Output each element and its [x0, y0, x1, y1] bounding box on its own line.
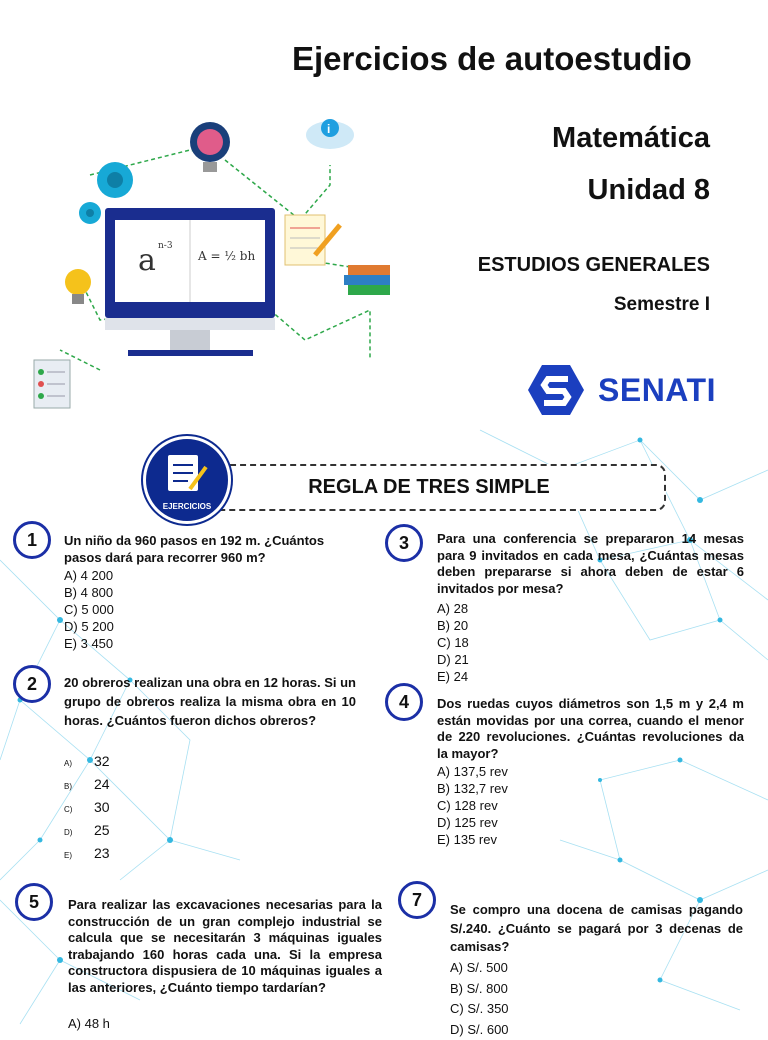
cloud-info-icon: [306, 119, 354, 149]
lamp-icon: [65, 269, 91, 304]
option: C) 5 000: [64, 601, 114, 618]
idea-bulb-icon: [190, 122, 230, 172]
option: E) 3 450: [64, 635, 114, 652]
option: A) 48 h: [68, 1015, 110, 1032]
section-title: REGLA DE TRES SIMPLE: [226, 476, 632, 499]
question-text: Un niño da 960 pasos en 192 m. ¿Cuántos pasos dará para recorrer 960 m?: [64, 533, 358, 566]
option: E) 23: [64, 843, 110, 866]
option: E) 135 rev: [437, 831, 508, 848]
studies-heading: ESTUDIOS GENERALES: [478, 254, 710, 277]
option: B) 132,7 rev: [437, 780, 508, 797]
question-number-badge: 2: [13, 665, 51, 703]
senati-logo: [528, 362, 728, 418]
question-number-badge: 7: [398, 881, 436, 919]
option: A) 137,5 rev: [437, 763, 508, 780]
option: B) 4 800: [64, 584, 114, 601]
svg-text:n-3: n-3: [158, 241, 173, 251]
question-options: [68, 1015, 110, 1032]
monitor-icon: [105, 208, 275, 356]
svg-text:A = ½ bh: A = ½ bh: [197, 249, 255, 263]
subject-heading: Matemática: [552, 122, 710, 155]
senati-emblem-icon: [528, 365, 584, 415]
option: B) S/. 800: [450, 979, 509, 1000]
logo-text: SENATI: [598, 372, 716, 409]
badge-label: EJERCICIOS: [143, 502, 231, 511]
question-text: Para una conferencia se prepararon 14 mesas para 9 invitados en cada mesa, ¿Cuántas mesas deben prepararse si ahora deben de estar 6 invitados por mesa?: [437, 531, 744, 597]
question-options: [64, 751, 110, 866]
question-number-badge: 3: [385, 524, 423, 562]
question-options: [437, 600, 469, 685]
question-text: 20 obreros realizan una obra en 12 horas. Si un grupo de obreros realiza la misma obra en 10 horas. ¿Cuántos fueron dichos obreros?: [64, 673, 356, 730]
option: D) 5 200: [64, 618, 114, 635]
unit-heading: Unidad 8: [588, 174, 710, 207]
question-text: Se compro una docena de camisas pagando S/.240. ¿Cuánto se pagará por 3 decenas de camisas?: [450, 901, 743, 957]
option: C) 30: [64, 797, 110, 820]
option: D) 21: [437, 651, 469, 668]
option: B) 20: [437, 617, 469, 634]
semester-heading: Semestre I: [614, 294, 710, 316]
option: C) 128 rev: [437, 797, 508, 814]
option: D) 25: [64, 820, 110, 843]
study-illustration: [20, 110, 410, 420]
option: A) 28: [437, 600, 469, 617]
question-text: Dos ruedas cuyos diámetros son 1,5 m y 2,4 m están movidas por una correa, cuando el menor de 220 revoluciones. ¿Cuántas revoluciones da la mayor?: [437, 696, 744, 762]
books-icon: [344, 265, 390, 295]
option: B) 24: [64, 774, 110, 797]
svg-text:i: i: [327, 122, 330, 136]
option: E) 24: [437, 668, 469, 685]
question-options: [64, 567, 114, 652]
question-options: [437, 763, 508, 848]
option: A) S/. 500: [450, 958, 509, 979]
option: A) 4 200: [64, 567, 114, 584]
option: C) S/. 350: [450, 999, 509, 1020]
option: D) 125 rev: [437, 814, 508, 831]
document-title: Ejercicios de autoestudio: [292, 40, 692, 78]
question-text: Para realizar las excavaciones necesarias para la construcción de un gran complejo industrial se calcula que se necesitarán 3 máquinas iguales trabajando 160 horas cada una. Si la empresa constructora dispusiera de 10 máquinas iguales a las anteriores, ¿Cuánto tiempo tardarían?: [68, 897, 382, 996]
question-options: [450, 958, 509, 1040]
checklist-icon: [34, 360, 70, 408]
question-number-badge: 1: [13, 521, 51, 559]
option: A) 32: [64, 751, 110, 774]
notepad-icon: [285, 215, 340, 265]
option: D) S/. 600: [450, 1020, 509, 1040]
svg-text:a: a: [138, 243, 156, 278]
question-number-badge: 5: [15, 883, 53, 921]
question-number-badge: 4: [385, 683, 423, 721]
option: C) 18: [437, 634, 469, 651]
